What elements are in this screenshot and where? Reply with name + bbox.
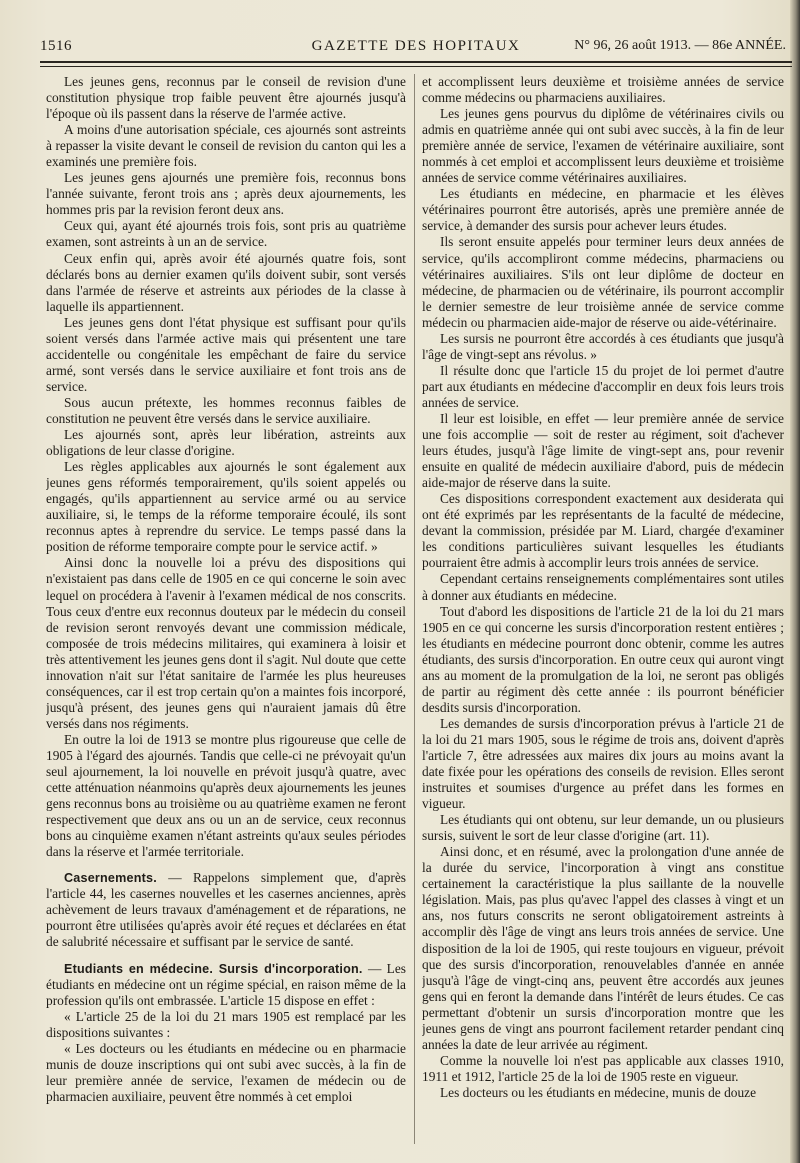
paragraph: Les sursis ne pourront être accordés à ces étudiants que jusqu'à l'âge de vingt-sept ans révolus. » bbox=[422, 330, 784, 362]
paragraph: Ainsi donc, et en résumé, avec la prolongation d'une année de la durée du service, l'incorporation à vingt ans constitue certainement la caractéristique la plus saillante de la nouvelle législation. Mais, pas plus qu'avec l'appel des classes à vingt et un ans, nos futurs conscrits ne seront obligatoirement astreints à accomplir dès l'âge de vingt ans leurs trois années de service. Une disposition de la loi de 1905, qui reste toujours en vigueur, prévoit que des sursis d'incorporation, renouvelables d'année en année jusqu'à l'âge de vingt-cinq ans, peuvent être accordés aux jeunes gens qui en feront la demande dans l'intérêt de leurs études. Ce cas permettant d'obtenir un sursis d'incorporation montre que les jeunes gens de vingt ans pourront facilement retarder pendant cinq années la date de leur arrivée au régiment. bbox=[422, 844, 784, 1052]
paragraph: Les étudiants en médecine, en pharmacie et les élèves vétérinaires pourront être autorisés, après une première année de service, à demander des sursis pour achever leurs études. bbox=[422, 186, 784, 234]
issue-info: N° 96, 26 août 1913. — 86e ANNÉE. bbox=[574, 38, 786, 53]
paragraph: Ils seront ensuite appelés pour terminer leurs deux années de service, qu'ils accompliront comme médecins, pharmaciens ou vétérinaires auxiliaires. S'ils ont leur diplôme de docteur en médecine, de pharmacien ou de vétérinaire, ils pourront accomplir le dernier semestre de leur troisième année de service comme médecin ou pharmacien aide-major de réserve ou aide-vétérinaire. bbox=[422, 234, 784, 330]
section-title-casernements: Casernements. bbox=[64, 871, 157, 886]
section-text: — Les étudiants en médecine ont un régime spécial, en raison même de la profession qu'ils ont embrassée. L'article 15 dispose en effet : bbox=[46, 960, 406, 1008]
section-casernements bbox=[46, 870, 406, 950]
paragraph: En outre la loi de 1913 se montre plus rigoureuse que celle de 1905 à l'égard des ajournés. Tandis que celle-ci ne prévoyait qu'un seul ajournement, la loi nouvelle en prévoit jusqu'à quatre, avec cette atténuation néanmoins qu'après deux ajournements les jeunes gens reconnus bons au troisième ou au quatrième examen ne feront respectivement que deux ans ou un an de service, ceux reconnus bons au cinquième examen n'étant astreints qu'aux seules périodes dans la réserve et l'armée territoriale. bbox=[46, 731, 406, 860]
paragraph: Ceux qui, ayant été ajournés trois fois, sont pris au quatrième examen, sont astreints à un an de service. bbox=[46, 218, 406, 250]
left-column bbox=[46, 74, 406, 1154]
column-divider bbox=[414, 74, 415, 1144]
paragraph: Sous aucun prétexte, les hommes reconnus faibles de constitution ne peuvent être versés dans le service auxiliaire. bbox=[46, 394, 406, 426]
paragraph: « L'article 25 de la loi du 21 mars 1905 est remplacé par les dispositions suivantes : bbox=[46, 1008, 406, 1040]
paragraph: Les jeunes gens pourvus du diplôme de vétérinaires civils ou admis en quatrième année qui ont subi avec succès, à la fin de leur première année de service, l'examen de vétérinaire auxiliaire, sont nommés à cet emploi et accomplissent leurs deuxième et troisième années de service comme vétérinaires auxiliaires. bbox=[422, 106, 784, 186]
paragraph: Les jeunes gens, reconnus par le conseil de revision d'une constitution physique trop faible peuvent être ajournés jusqu'à l'époque où ils passent dans la réserve de l'armée active. bbox=[46, 74, 406, 122]
section-title-etudiants: Etudiants en médecine. Sursis d'incorporation. bbox=[64, 961, 363, 976]
paragraph: Comme la nouvelle loi n'est pas applicable aux classes 1910, 1911 et 1912, l'article 25 de la loi de 1905 reste en vigueur. bbox=[422, 1052, 784, 1084]
right-column bbox=[422, 74, 784, 1154]
paragraph: Les demandes de sursis d'incorporation prévus à l'article 21 de la loi du 21 mars 1905, sous le régime de trois ans, doivent d'après l'article 7, être adressées aux maires dix jours au moins avant la date fixée pour les opérations des conseils de revision. Elles seront instruites et soumises d'urgence au préfet dans les formes en vigueur. bbox=[422, 715, 784, 812]
paragraph: Les ajournés sont, après leur libération, astreints aux obligations de leur classe d'origine. bbox=[46, 427, 406, 459]
paragraph: Il leur est loisible, en effet — leur première année de service une fois accomplie — soit de rester au régiment, soit d'achever leurs études, jusqu'à l'âge limite de vingt-sept ans, pour revenir ensuite en qualité de médecin auxiliaire d'abord, puis de médecin aide-major de réserve dans la suite. bbox=[422, 410, 784, 491]
paragraph: Les étudiants qui ont obtenu, sur leur demande, un ou plusieurs sursis, suivent le sort de leur classe d'origine (art. 11). bbox=[422, 812, 784, 844]
page-number: 1516 bbox=[40, 38, 72, 54]
paragraph: et accomplissent leurs deuxième et troisième années de service comme médecins ou pharmaciens auxiliaires. bbox=[422, 74, 784, 106]
paragraph: Les jeunes gens ajournés une première fois, reconnus bons l'année suivante, feront trois ans ; après deux ajournements, les hommes pris par la revision feront deux ans. bbox=[46, 170, 406, 218]
header-rule-thick bbox=[40, 61, 792, 63]
paragraph: Ainsi donc la nouvelle loi a prévu des dispositions qui n'existaient pas dans celle de 1905 en ce qui concerne le soin avec lequel on procédera à l'avenir à l'examen médical de nos conscrits. Tous ceux d'entre eux reconnus douteux par le médecin du conseil de revision seront renvoyés devant une commission médicale, composée de trois médecins militaires, qui examinera à loisir et très attentivement les jeunes gens dont il s'agit. Nul doute que cette innovation n'ait sur l'état sanitaire de l'armée les plus heureuses conséquences, car il est trop certain qu'on a maintes fois incorporé, jusqu'à présent, des jeunes gens qui n'auraient jamais dû être versés dans nos régiments. bbox=[46, 555, 406, 731]
paragraph: Ces dispositions correspondent exactement aux desiderata qui ont été exprimés par les représentants de la faculté de médecine, devant la commission, présidée par M. Liard, chargée d'examiner les conditions particulières suivant lesquelles les étudiants pourraient être admis à accomplir leurs trois années de service. bbox=[422, 491, 784, 571]
paragraph: A moins d'une autorisation spéciale, ces ajournés sont astreints à repasser la visite devant le conseil de revision du canton qui les a examinés une première fois. bbox=[46, 122, 406, 170]
paragraph: « Les docteurs ou les étudiants en médecine ou en pharmacie munis de douze inscriptions qui ont subi avec succès, à la fin de leur première année de service, l'examen de médecin ou de pharmacien auxiliaire, peuvent être nommés à cet emploi bbox=[46, 1040, 406, 1104]
paragraph: Les docteurs ou les étudiants en médecine, munis de douze bbox=[440, 1084, 757, 1100]
page-edge-shadow bbox=[790, 0, 800, 1163]
paragraph: Cependant certains renseignements complémentaires sont utiles à donner aux étudiants en médecine. bbox=[422, 571, 784, 603]
paragraph: Les règles applicables aux ajournés le sont également aux jeunes gens réformés temporairement, qu'ils soient appelés ou engagés, qu'ils appartiennent au service armé ou au service auxiliaire, si, le temps de la réforme temporaire écoulé, ils sont reconnus aptes à reprendre du service. Le temps passé dans la position de réforme temporaire compte pour le service actif. » bbox=[46, 459, 406, 555]
header-rule-thin bbox=[40, 66, 792, 67]
section-text: — Rappelons simplement que, d'après l'article 44, les casernes nouvelles et les casernes anciennes, après achèvement de leurs travaux d'aménagement et de réparations, ne pourront être utilisées qu'après avoir été reçues et déclarées en état de salubrité nécessaire et suffisant par le service de santé. bbox=[46, 870, 406, 950]
paragraph: Ceux enfin qui, après avoir été ajournés quatre fois, sont déclarés bons au dernier examen qu'ils doivent subir, sont versés dans l'armée de réserve et astreints aux périodes de la classe à laquelle ils appartiennent. bbox=[46, 250, 406, 314]
journal-title: GAZETTE DES HOPITAUX bbox=[311, 38, 521, 54]
paragraph: Les jeunes gens dont l'état physique est suffisant pour qu'ils soient versés dans l'armée active mais qui présentent une tare accidentelle ou congénitale les empêchant de faire du service armé, sont versés dans le service auxiliaire et font trois ans de service. bbox=[46, 314, 406, 394]
section-etudiants bbox=[46, 961, 406, 1009]
page-header bbox=[40, 34, 792, 64]
paragraph: Tout d'abord les dispositions de l'article 21 de la loi du 21 mars 1905 en ce qui concerne les sursis d'incorporation restent entières ; les étudiants en médecine pourront donc obtenir, comme les autres étudiants, des sursis d'incorporation. En outre ceux qui auront vingt ans au moment de la promulgation de la loi, ne seront pas obligés de partir au régiment dès cette année : ils pourront bénéficier desdits sursis d'incorporation. bbox=[422, 603, 784, 715]
paragraph: Il résulte donc que l'article 15 du projet de loi permet d'autre part aux étudiants en médecine d'accomplir en deux fois leurs trois années de service. bbox=[422, 362, 784, 410]
